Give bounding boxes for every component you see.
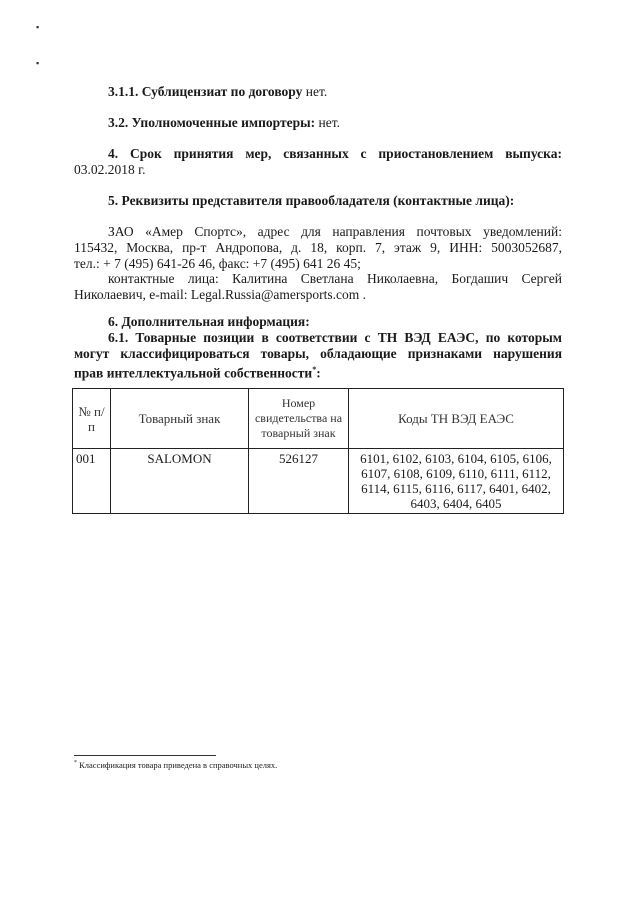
row-trademark: SALOMON — [111, 449, 249, 514]
header-trademark: Товарный знак — [111, 389, 249, 449]
importers-value: нет. — [315, 115, 340, 130]
extra-info-heading: 6. Дополнительная информация: — [108, 314, 310, 329]
row-codes: 6101, 6102, 6103, 6104, 6105, 6106, 6107, 6108, 6109, 6110, 6111, 6112, 6114, 6115, 6116, 6117, 6401, 6402, 6403, 6404, 6405 — [349, 449, 564, 514]
footnote-divider — [74, 755, 216, 756]
header-certificate: Номер свидетельства на товарный знак — [249, 389, 349, 449]
row-number: 001 — [73, 449, 111, 514]
item-heading-line: могут классифицироваться товары, обладающие признаками нарушения — [74, 346, 562, 361]
item-heading-line: 6.1. Товарные позиции в соответствии с ТН ВЭД ЕАЭС, по которым — [108, 330, 562, 345]
header-codes: Коды ТН ВЭД ЕАЭС — [349, 389, 564, 449]
deadline-value: 03.02.2018 г. — [74, 162, 146, 177]
scan-mark: ▪ — [36, 22, 40, 32]
row-certificate: 526127 — [249, 449, 349, 514]
footnote: * Классификация товара приведена в справочных целях. — [74, 759, 278, 770]
representative-heading: 5. Реквизиты представителя правообладателя (контактные лица): — [108, 193, 515, 208]
representative-line: ЗАО «Амер Спортс», адрес для направления почтовых уведомлений: — [108, 224, 562, 239]
representative-line: 115432, Москва, пр-т Андропова, д. 18, корп. 7, этаж 9, ИНН: 5003052687, — [74, 240, 562, 255]
table-header-row — [73, 389, 564, 449]
importers-line — [108, 115, 340, 131]
scan-mark: ▪ — [36, 58, 40, 68]
header-number: № п/п — [73, 389, 111, 449]
sublicensee-line — [108, 84, 327, 100]
sublicensee-value: нет. — [302, 84, 328, 99]
footnote-marker: * — [312, 365, 317, 374]
table-row — [73, 449, 564, 514]
representative-line: контактные лица: Калитина Светлана Николаевна, Богдашич Сергей — [108, 271, 562, 286]
sublicensee-label: 3.1.1. Сублицензиат по договору — [108, 84, 303, 99]
representative-line: тел.: + 7 (495) 641-26 46, факс: +7 (495) 641 26 45; — [74, 256, 361, 271]
trademark-table — [72, 388, 564, 514]
deadline-label: 4. Срок принятия мер, связанных с приостановлением выпуска: — [108, 146, 562, 161]
item-heading-line-last: прав интеллектуальной собственности*: — [74, 365, 321, 381]
importers-label: 3.2. Уполномоченные импортеры: — [108, 115, 316, 130]
representative-line: Николаевич, e-mail: Legal.Russia@amersports.com . — [74, 287, 367, 302]
